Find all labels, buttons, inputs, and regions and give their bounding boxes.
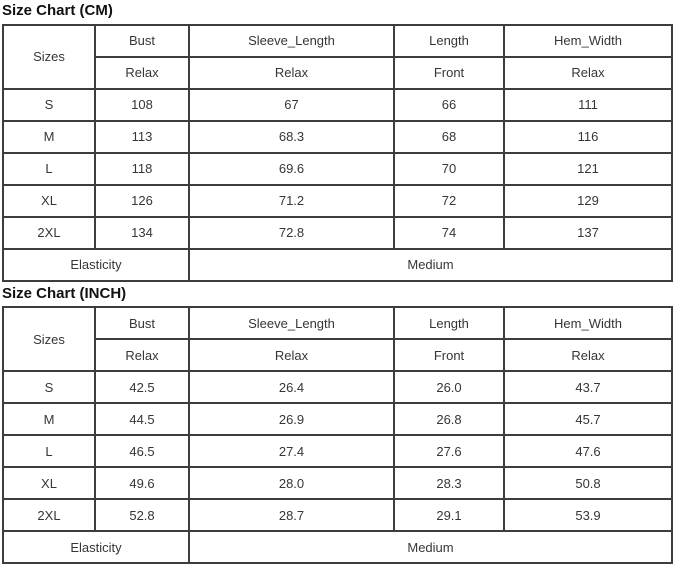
value-cell: 72.8 bbox=[189, 217, 394, 249]
value-cell: 47.6 bbox=[504, 435, 672, 467]
header-sizes-cell: Sizes bbox=[3, 307, 95, 371]
header-sleeve-length-cell: Sleeve_Length bbox=[189, 25, 394, 57]
header-bust-sub-cell: Relax bbox=[95, 339, 189, 371]
value-cell: 52.8 bbox=[95, 499, 189, 531]
size-cell: S bbox=[3, 89, 95, 121]
value-cell: 66 bbox=[394, 89, 504, 121]
header-length-cell: Length bbox=[394, 25, 504, 57]
table-row bbox=[3, 371, 672, 403]
header-row-sub bbox=[3, 339, 672, 371]
value-cell: 68 bbox=[394, 121, 504, 153]
header-hem-width-sub-cell: Relax bbox=[504, 57, 672, 89]
value-cell: 27.4 bbox=[189, 435, 394, 467]
value-cell: 72 bbox=[394, 185, 504, 217]
header-hem-width-cell: Hem_Width bbox=[504, 25, 672, 57]
header-bust-sub-cell: Relax bbox=[95, 57, 189, 89]
value-cell: 27.6 bbox=[394, 435, 504, 467]
header-sleeve-length-cell: Sleeve_Length bbox=[189, 307, 394, 339]
table-row bbox=[3, 403, 672, 435]
value-cell: 28.7 bbox=[189, 499, 394, 531]
value-cell: 137 bbox=[504, 217, 672, 249]
value-cell: 26.9 bbox=[189, 403, 394, 435]
table-row bbox=[3, 153, 672, 185]
elasticity-row bbox=[3, 249, 672, 281]
header-sleeve-length-sub-cell: Relax bbox=[189, 57, 394, 89]
value-cell: 53.9 bbox=[504, 499, 672, 531]
header-row-main bbox=[3, 25, 672, 57]
value-cell: 45.7 bbox=[504, 403, 672, 435]
header-row-sub bbox=[3, 57, 672, 89]
header-row-main bbox=[3, 307, 672, 339]
size-cell: 2XL bbox=[3, 217, 95, 249]
value-cell: 69.6 bbox=[189, 153, 394, 185]
header-length-cell: Length bbox=[394, 307, 504, 339]
value-cell: 26.8 bbox=[394, 403, 504, 435]
value-cell: 71.2 bbox=[189, 185, 394, 217]
value-cell: 42.5 bbox=[95, 371, 189, 403]
header-bust-cell: Bust bbox=[95, 307, 189, 339]
table-row bbox=[3, 121, 672, 153]
value-cell: 26.4 bbox=[189, 371, 394, 403]
size-cell: M bbox=[3, 121, 95, 153]
size-cell: L bbox=[3, 153, 95, 185]
value-cell: 50.8 bbox=[504, 467, 672, 499]
value-cell: 28.3 bbox=[394, 467, 504, 499]
header-hem-width-cell: Hem_Width bbox=[504, 307, 672, 339]
table-row bbox=[3, 435, 672, 467]
header-length-sub-cell: Front bbox=[394, 339, 504, 371]
size-cell: XL bbox=[3, 185, 95, 217]
size-cell: M bbox=[3, 403, 95, 435]
size-cell: 2XL bbox=[3, 499, 95, 531]
header-bust-cell: Bust bbox=[95, 25, 189, 57]
value-cell: 134 bbox=[95, 217, 189, 249]
elasticity-value-cell: Medium bbox=[189, 249, 672, 281]
value-cell: 44.5 bbox=[95, 403, 189, 435]
size-cell: S bbox=[3, 371, 95, 403]
size-cell: XL bbox=[3, 467, 95, 499]
value-cell: 70 bbox=[394, 153, 504, 185]
value-cell: 67 bbox=[189, 89, 394, 121]
value-cell: 26.0 bbox=[394, 371, 504, 403]
elasticity-label-cell: Elasticity bbox=[3, 249, 189, 281]
value-cell: 68.3 bbox=[189, 121, 394, 153]
size-chart-cm-section bbox=[2, 3, 671, 282]
table-row bbox=[3, 217, 672, 249]
elasticity-value-cell: Medium bbox=[189, 531, 672, 563]
value-cell: 113 bbox=[95, 121, 189, 153]
size-chart-cm-table bbox=[2, 24, 673, 282]
value-cell: 121 bbox=[504, 153, 672, 185]
value-cell: 118 bbox=[95, 153, 189, 185]
value-cell: 29.1 bbox=[394, 499, 504, 531]
header-hem-width-sub-cell: Relax bbox=[504, 339, 672, 371]
value-cell: 116 bbox=[504, 121, 672, 153]
value-cell: 74 bbox=[394, 217, 504, 249]
value-cell: 49.6 bbox=[95, 467, 189, 499]
size-chart-cm-title: Size Chart (CM) bbox=[2, 2, 113, 19]
table-row bbox=[3, 467, 672, 499]
value-cell: 108 bbox=[95, 89, 189, 121]
header-sizes-cell: Sizes bbox=[3, 25, 95, 89]
size-chart-inch-title: Size Chart (INCH) bbox=[2, 284, 127, 302]
size-cell: L bbox=[3, 435, 95, 467]
header-length-sub-cell: Front bbox=[394, 57, 504, 89]
size-chart-inch-section bbox=[2, 286, 671, 565]
table-row bbox=[3, 499, 672, 531]
value-cell: 129 bbox=[504, 185, 672, 217]
size-chart-inch-table bbox=[2, 306, 673, 564]
elasticity-label-cell: Elasticity bbox=[3, 531, 189, 563]
table-row bbox=[3, 185, 672, 217]
value-cell: 126 bbox=[95, 185, 189, 217]
header-sleeve-length-sub-cell: Relax bbox=[189, 339, 394, 371]
elasticity-row bbox=[3, 531, 672, 563]
value-cell: 46.5 bbox=[95, 435, 189, 467]
value-cell: 43.7 bbox=[504, 371, 672, 403]
value-cell: 111 bbox=[504, 89, 672, 121]
table-row bbox=[3, 89, 672, 121]
value-cell: 28.0 bbox=[189, 467, 394, 499]
